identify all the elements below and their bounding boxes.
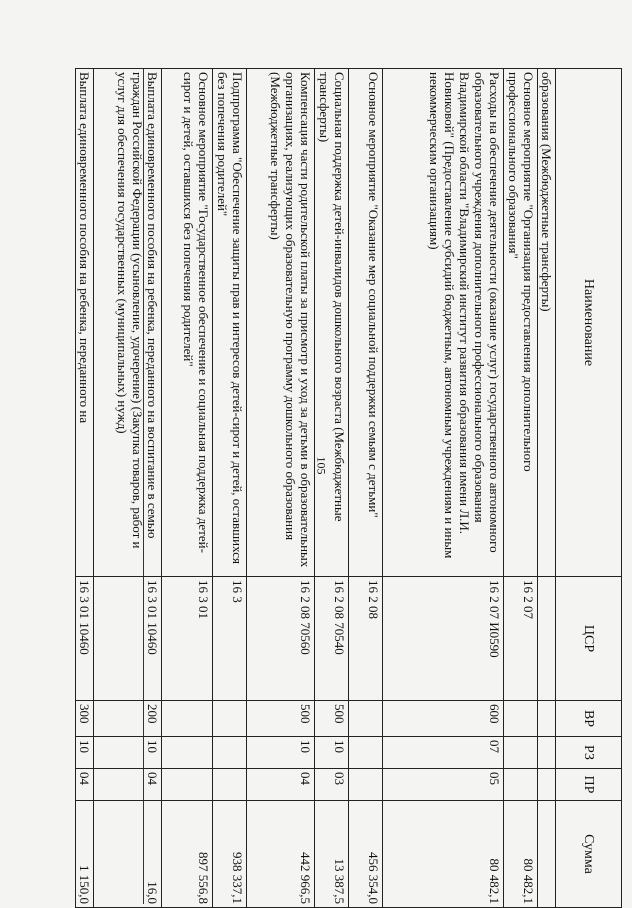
- cell-csr: 16 2 08 70540: [315, 577, 349, 701]
- cell-vr: [162, 701, 213, 737]
- cell-name: Основное мероприятие "Оказание мер социальной поддержки семьям с детьми": [349, 69, 383, 577]
- header-pr: ПР: [556, 769, 622, 801]
- header-rz: РЗ: [556, 737, 622, 769]
- cell-vr: 300: [76, 701, 94, 737]
- cell-rz: [538, 737, 556, 769]
- cell-pr: 03: [315, 769, 349, 801]
- cell-vr: [538, 701, 556, 737]
- cell-sum: 897 556,8: [162, 801, 213, 908]
- cell-rz: [349, 737, 383, 769]
- cell-pr: 04: [247, 769, 315, 801]
- cell-vr: 200: [94, 701, 162, 737]
- table-header-row: [556, 69, 622, 908]
- cell-rz: [162, 737, 213, 769]
- cell-pr: [504, 769, 538, 801]
- cell-sum: 1 150,0: [76, 801, 94, 908]
- cell-pr: [213, 769, 247, 801]
- cell-sum: 16,0: [94, 801, 162, 908]
- header-name: Наименование: [556, 69, 622, 577]
- cell-rz: [504, 737, 538, 769]
- cell-rz: [213, 737, 247, 769]
- cell-csr: 16 3: [213, 577, 247, 701]
- header-sum: Сумма: [556, 801, 622, 908]
- cell-sum: 456 354,0: [349, 801, 383, 908]
- header-vr: ВР: [556, 701, 622, 737]
- rotated-table-wrapper: [77, 68, 622, 907]
- cell-vr: [504, 701, 538, 737]
- cell-name: образования (Межбюджетные трансферты): [538, 69, 556, 577]
- cell-pr: [349, 769, 383, 801]
- cell-csr: 16 3 01: [162, 577, 213, 701]
- cell-sum: 938 337,1: [213, 801, 247, 908]
- cell-rz: 10: [76, 737, 94, 769]
- cell-rz: 10: [94, 737, 162, 769]
- cell-name: Основное мероприятие "Государственное обеспечение и социальная поддержка детей-сирот и детей, оставшихся без попечения родителей": [162, 69, 213, 577]
- cell-vr: [349, 701, 383, 737]
- cell-sum: 80 482,1: [383, 801, 504, 908]
- cell-sum: 13 387,5: [315, 801, 349, 908]
- header-csr: ЦСР: [556, 577, 622, 701]
- table-row: [76, 69, 94, 908]
- cell-csr: 16 2 07: [504, 577, 538, 701]
- cell-rz: 10: [315, 737, 349, 769]
- cell-csr: 16 2 08: [349, 577, 383, 701]
- cell-name: Основное мероприятие "Организация предоставления дополнительного профессионального образования": [504, 69, 538, 577]
- table-row: [94, 69, 162, 908]
- cell-vr: 600: [383, 701, 504, 737]
- cell-vr: 500: [247, 701, 315, 737]
- table-row: [383, 69, 504, 908]
- page-number: 105: [314, 456, 329, 475]
- cell-csr: 16 3 01 10460: [76, 577, 94, 701]
- table-row: [247, 69, 315, 908]
- cell-pr: [538, 769, 556, 801]
- table-row: [315, 69, 349, 908]
- cell-sum: [538, 801, 556, 908]
- cell-rz: 07: [383, 737, 504, 769]
- cell-name: Выплата единовременного пособия на ребенка, переданного на: [76, 69, 94, 577]
- cell-name: Подпрограмма "Обеспечение защиты прав и интересов детей-сирот и детей, оставшихся без попечения родителей": [213, 69, 247, 577]
- cell-csr: 16 2 07 И0590: [383, 577, 504, 701]
- cell-vr: 500: [315, 701, 349, 737]
- cell-sum: 80 482,1: [504, 801, 538, 908]
- cell-name: Социальная поддержка детей-инвалидов дошкольного возраста (Межбюджетные трансферты): [315, 69, 349, 577]
- cell-pr: [162, 769, 213, 801]
- cell-pr: 04: [76, 769, 94, 801]
- table-row: [162, 69, 213, 908]
- cell-name: Выплата единовременного пособия на ребенка, переданного на воспитание в семью граждан Российской Федерации (усыновление, удочерение) (Закупка товаров, работ и услуг для обеспечения государственных (муниципальных) нужд): [94, 69, 162, 577]
- budget-table: [75, 68, 622, 908]
- cell-sum: 442 966,5: [247, 801, 315, 908]
- table-row: [538, 69, 556, 908]
- cell-name: Расходы на обеспечение деятельности (оказание услуг) государственного автономного образовательного учреждения дополнительного профессионального образования Владимирской области "Владимирский институт развития образования имени Л.И. Новиковой" (Предоставление субсидий бюджетным, автономным учреждениям и иным некоммерческим организациям): [383, 69, 504, 577]
- cell-vr: [213, 701, 247, 737]
- cell-pr: 04: [94, 769, 162, 801]
- cell-rz: 10: [247, 737, 315, 769]
- cell-pr: 05: [383, 769, 504, 801]
- cell-name: Компенсация части родительской платы за присмотр и уход за детьми в образовательных организациях, реализующих образовательную программу дошкольного образования (Межбюджетные трансферты): [247, 69, 315, 577]
- cell-csr: 16 3 01 10460: [94, 577, 162, 701]
- table-row: [504, 69, 538, 908]
- cell-csr: 16 2 08 70560: [247, 577, 315, 701]
- table-row: [349, 69, 383, 908]
- table-row: [213, 69, 247, 908]
- cell-csr: [538, 577, 556, 701]
